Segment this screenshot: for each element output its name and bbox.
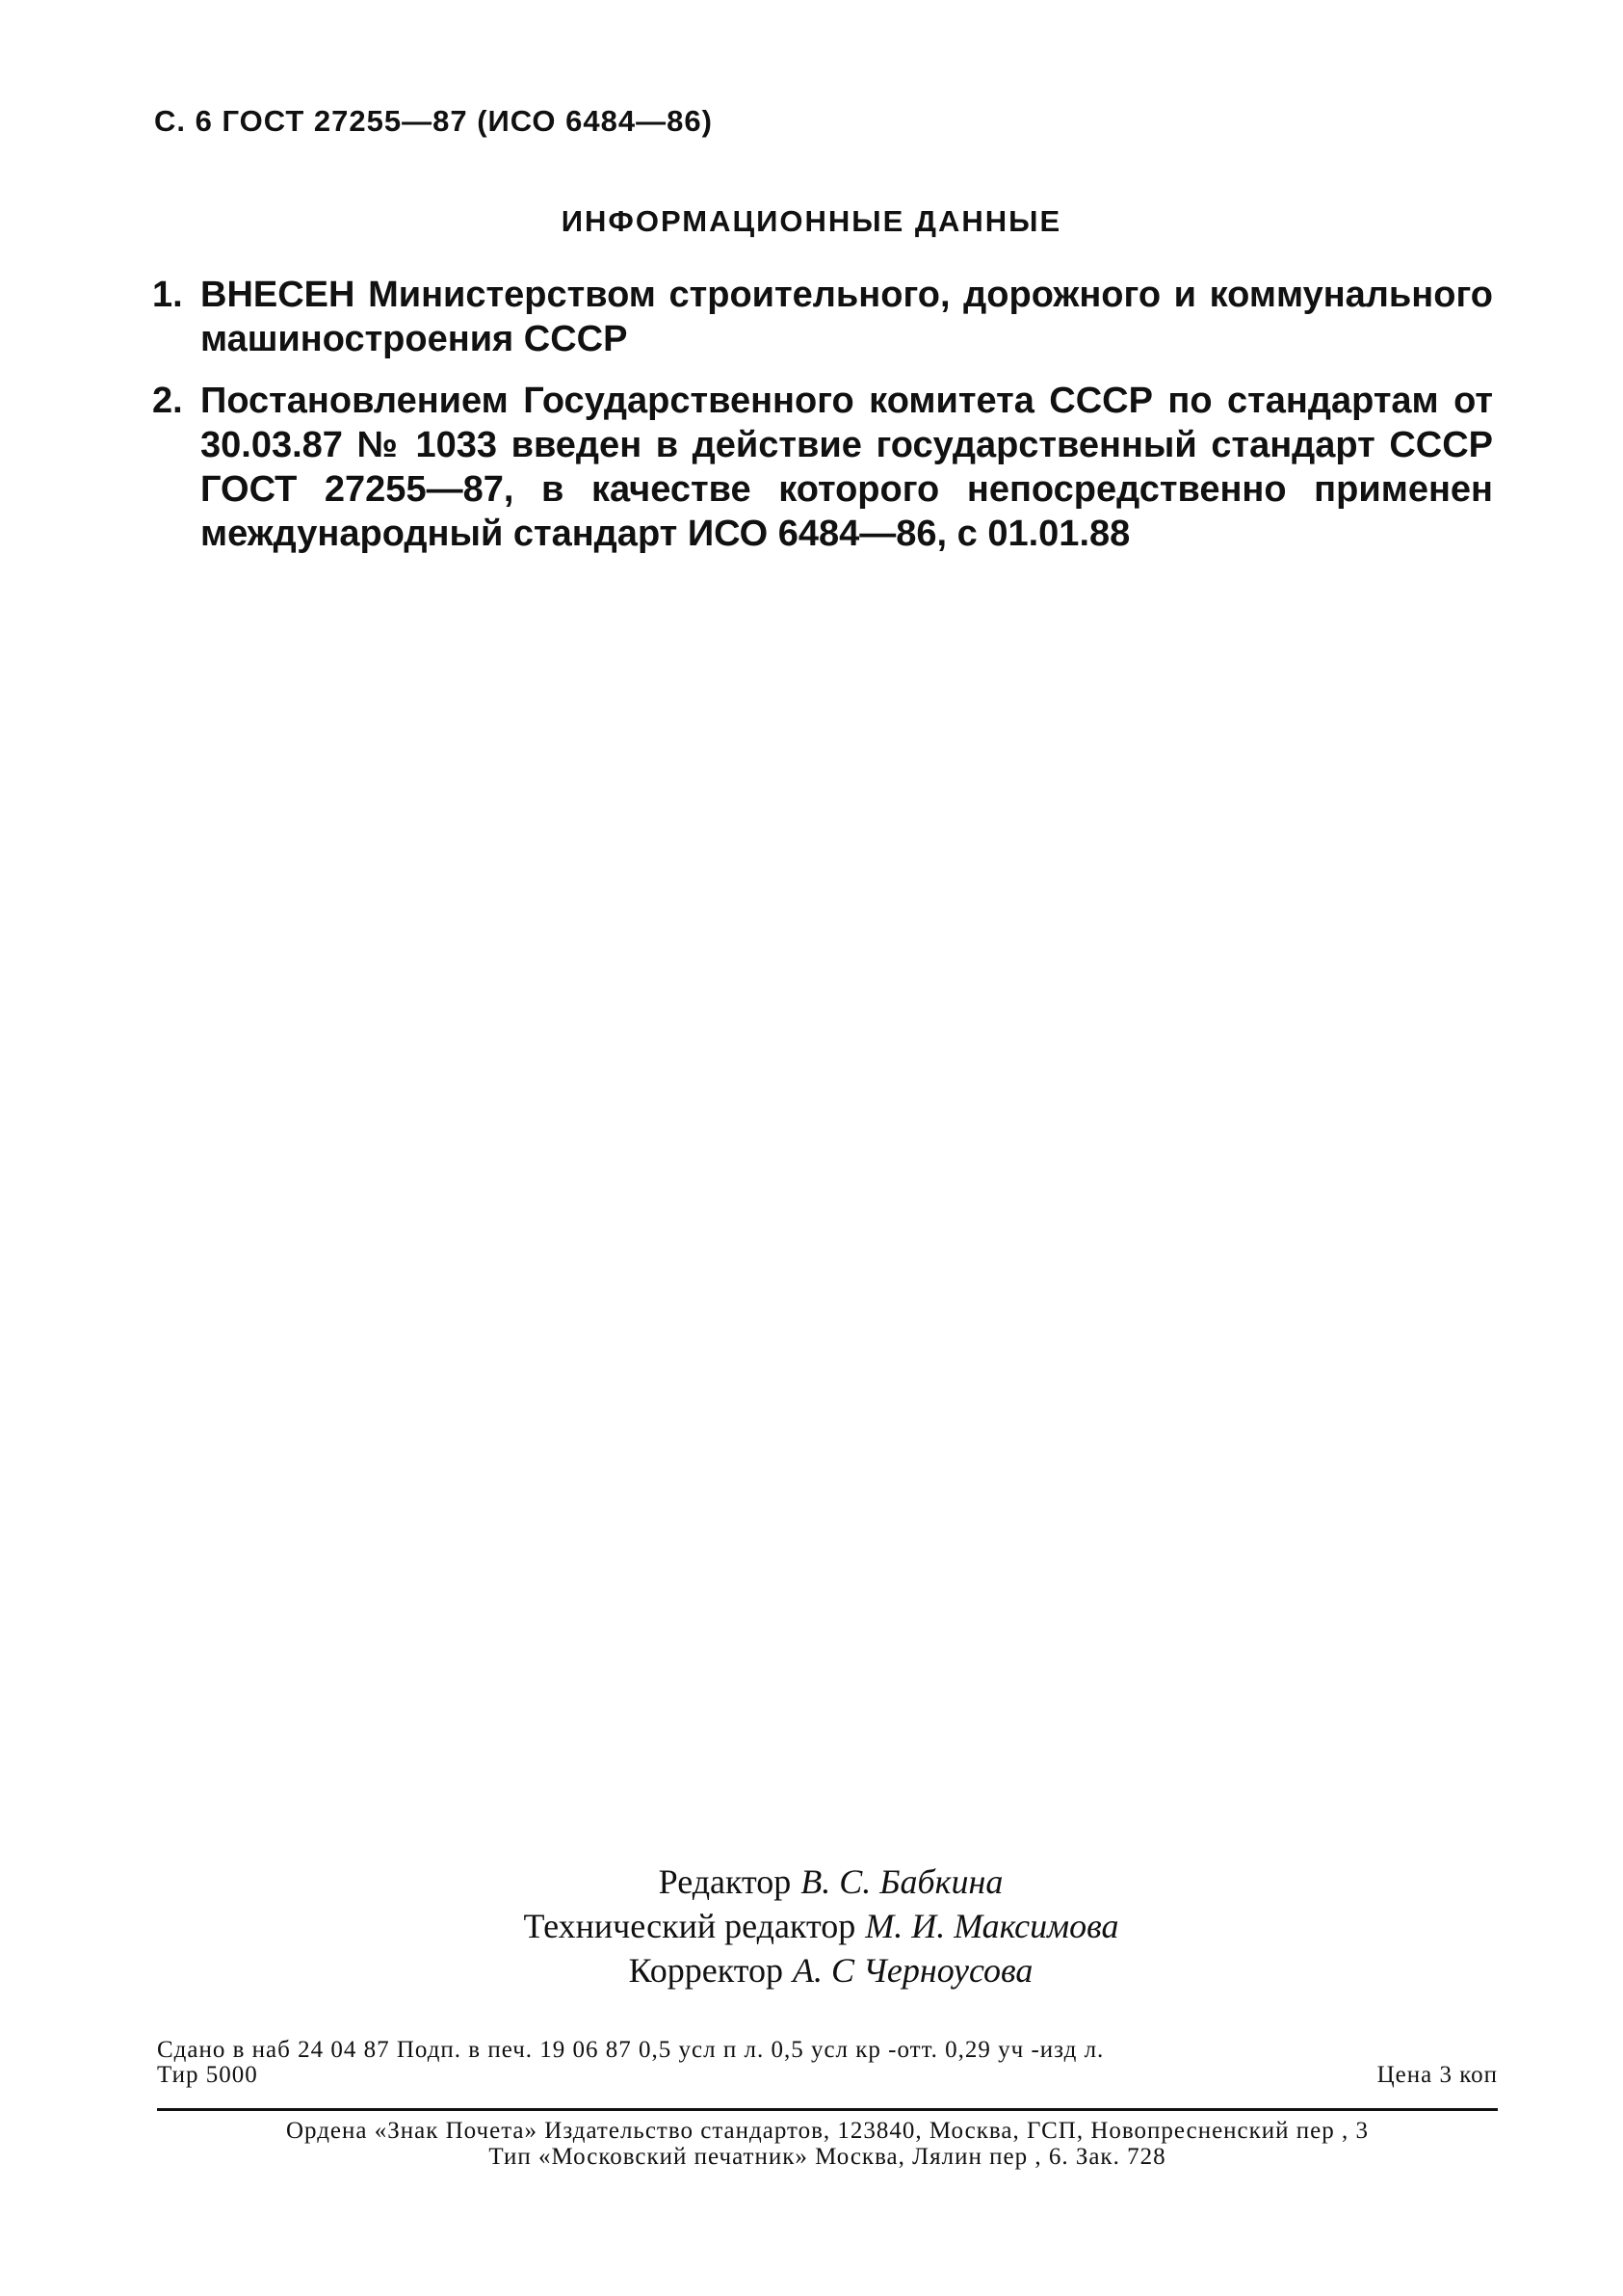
tech-editor-role: Технический редактор	[523, 1907, 856, 1945]
page-header: С. 6 ГОСТ 27255—87 (ИСО 6484—86)	[154, 104, 713, 138]
publisher-block	[157, 2118, 1498, 2170]
publisher-line-2: Тип «Московский печатник» Москва, Лялин пер , 6. Зак. 728	[488, 2144, 1166, 2170]
info-item-2	[152, 379, 1493, 556]
proofreader-name: А. С Черноусова	[793, 1951, 1034, 1990]
publisher-line-1: Ордена «Знак Почета» Издательство стандартов, 123840, Москва, ГСП, Новопресненский пер , 3	[285, 2118, 1370, 2144]
price: Цена 3 коп	[1376, 2062, 1498, 2088]
proofreader-line	[39, 1948, 1623, 1993]
info-item-1	[152, 273, 1493, 361]
imprint-block	[157, 2038, 1498, 2088]
credits-block	[0, 1860, 1623, 1993]
proofreader-role: Корректор	[628, 1951, 784, 1990]
print-run: Тир 5000	[157, 2062, 258, 2088]
section-title: ИНФОРМАЦИОННЫЕ ДАННЫЕ	[561, 204, 1062, 238]
item-text: ВНЕСЕН Министерством строительного, дорожного и коммунального машиностроения СССР	[200, 275, 1493, 359]
item-text: Постановлением Государственного комитета СССР по стандартам от 30.03.87 № 1033 введен в действие государственный стандарт СССР ГОСТ 27255—87, в качестве которого непосредственно применен международный стандарт ИСО 6484—86, с 01.01.88	[200, 381, 1493, 554]
editor-name: В. С. Бабкина	[800, 1862, 1004, 1901]
editor-line	[39, 1860, 1623, 1904]
editor-role: Редактор	[658, 1862, 792, 1901]
imprint-run-price	[157, 2063, 1498, 2088]
tech-editor-name: М. И. Максимова	[865, 1907, 1119, 1945]
item-number: 1.	[152, 275, 183, 315]
divider	[157, 2108, 1498, 2111]
tech-editor-line	[19, 1904, 1623, 1948]
item-number: 2.	[152, 381, 183, 421]
imprint-dates: Сдано в наб 24 04 87 Подп. в печ. 19 06 87 0,5 усл п л. 0,5 усл кр -отт. 0,29 уч -изд л.	[157, 2037, 1105, 2063]
